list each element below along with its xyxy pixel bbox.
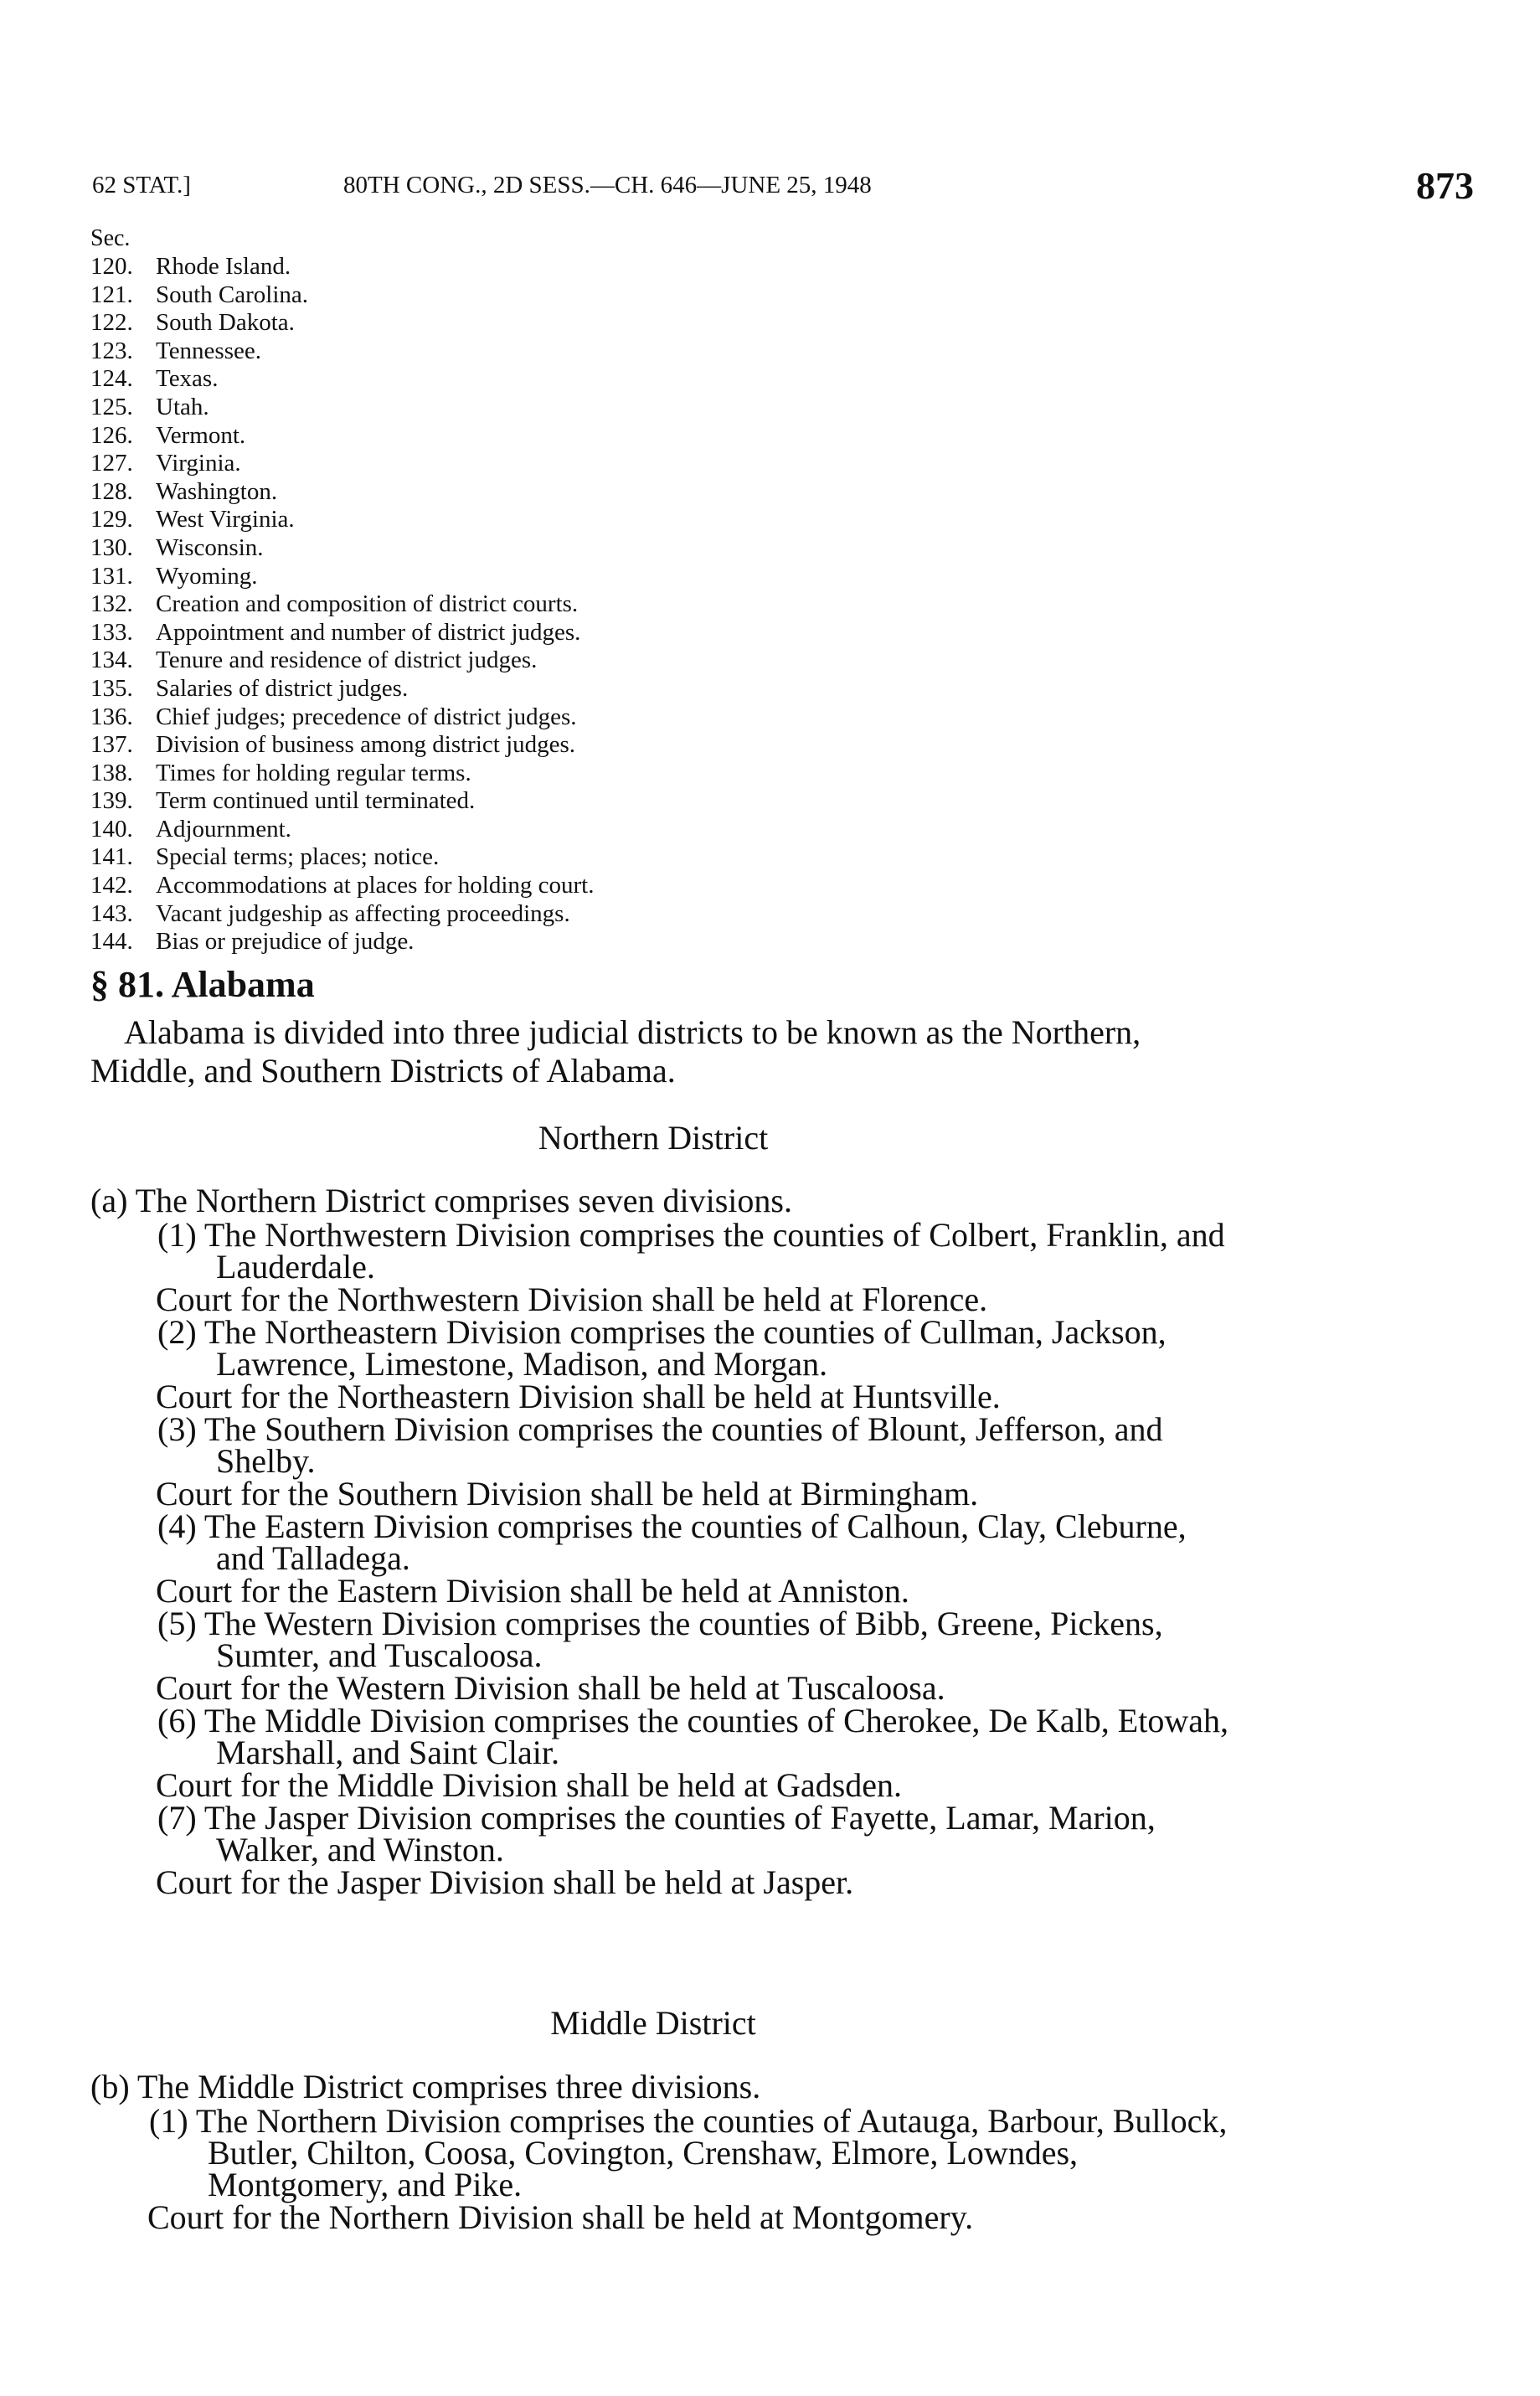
toc-item-number: 125. [90, 393, 133, 420]
toc-item [90, 843, 928, 872]
page-number: 873 [1416, 164, 1474, 207]
toc-item-title: Tenure and residence of district judges. [156, 647, 538, 674]
court-location-line: Court for the Northwestern Division shall be held at Florence. [156, 1280, 988, 1318]
toc-item-title: Vermont. [156, 421, 246, 449]
division-paragraph: (1) The Northern Division comprises the counties of Autauga, Barbour, Bullock, Butler, Chilton, Coosa, Covington, Crenshaw, Elmore, Lowndes, Montgomery, and Pike. [149, 2102, 1228, 2203]
toc-item-title: Term continued until terminated. [156, 787, 476, 815]
toc-item [90, 422, 928, 451]
division-paragraph: (4) The Eastern Division comprises the counties of Calhoun, Clay, Cleburne, and Talladega. [157, 1507, 1187, 1577]
toc-item-title: Texas. [156, 365, 219, 393]
toc-item-number: 142. [90, 872, 133, 899]
congress-session-line: 80TH CONG., 2D SESS.—CH. 646—JUNE 25, 1948 [343, 172, 872, 198]
toc-item [90, 563, 928, 591]
toc-item-number: 143. [90, 899, 133, 927]
toc-item-number: 141. [90, 843, 133, 871]
toc-item-number: 126. [90, 421, 133, 449]
toc-item-number: 131. [90, 562, 133, 590]
toc-item-title: Adjournment. [156, 815, 291, 842]
toc-heading: Sec. [90, 225, 131, 251]
statute-reference: 62 STAT.] [92, 172, 191, 198]
court-location-line: Court for the Northern Division shall be held at Montgomery. [147, 2198, 974, 2236]
toc-item-title: Salaries of district judges. [156, 674, 409, 702]
toc-item-title: Appointment and number of district judges. [156, 618, 581, 646]
court-location-line: Court for the Southern Division shall be held at Birmingham. [156, 1475, 979, 1512]
toc-item-number: 123. [90, 337, 133, 364]
northern-lead: (a) The Northern District comprises seven divisions. [90, 1182, 792, 1219]
toc-item-number: 128. [90, 477, 133, 505]
toc-item-title: Division of business among district judges. [156, 731, 576, 759]
toc-item-title: Wisconsin. [156, 533, 264, 561]
toc-item [90, 928, 928, 956]
division-paragraph: (7) The Jasper Division comprises the counties of Fayette, Lamar, Marion, Walker, and Winston. [157, 1799, 1156, 1868]
toc-item-title: Rhode Island. [156, 253, 291, 280]
toc-item [90, 900, 928, 929]
northern-district-text [90, 1183, 1229, 1899]
toc-item-number: 137. [90, 731, 133, 759]
toc-item [90, 731, 928, 760]
toc-item [90, 534, 928, 563]
toc-item-title: West Virginia. [156, 506, 295, 533]
toc-item-number: 130. [90, 533, 133, 561]
toc-item-number: 136. [90, 703, 133, 730]
toc-item [90, 619, 928, 647]
toc-item-title: Wyoming. [156, 562, 258, 590]
toc-item-title: Washington. [156, 477, 278, 505]
toc-item [90, 760, 928, 788]
section-intro [90, 1013, 1204, 1090]
toc-item-title: South Carolina. [156, 281, 309, 308]
toc-item-number: 122. [90, 309, 133, 337]
division-paragraph: (3) The Southern Division comprises the counties of Blount, Jefferson, and Shelby. [157, 1410, 1163, 1480]
toc-item-number: 127. [90, 450, 133, 477]
toc-item [90, 590, 928, 619]
toc-item-number: 120. [90, 253, 133, 280]
court-location-line: Court for the Jasper Division shall be held at Jasper. [156, 1863, 854, 1901]
toc-item-title: Virginia. [156, 450, 241, 477]
toc-item [90, 872, 928, 900]
toc-item-title: Tennessee. [156, 337, 261, 364]
toc-item [90, 787, 928, 816]
toc-item-title: Times for holding regular terms. [156, 759, 471, 786]
toc-item-number: 124. [90, 365, 133, 393]
toc-item-title: Creation and composition of district courts. [156, 590, 579, 618]
toc-item [90, 338, 928, 366]
toc-item-title: Accommodations at places for holding court. [156, 872, 595, 899]
toc-item [90, 506, 928, 534]
toc-item [90, 703, 928, 732]
toc-item-number: 140. [90, 815, 133, 842]
toc-item [90, 647, 928, 675]
toc-item-number: 144. [90, 928, 133, 956]
toc-item [90, 478, 928, 507]
northern-district-title: Northern District [538, 1119, 769, 1157]
toc-item-title: Vacant judgeship as affecting proceedings. [156, 899, 570, 927]
section-table-of-contents [90, 224, 928, 956]
toc-item-number: 121. [90, 281, 133, 308]
toc-item-title: Bias or prejudice of judge. [156, 928, 415, 956]
division-paragraph: (2) The Northeastern Division comprises the counties of Cullman, Jackson, Lawrence, Limestone, Madison, and Morgan. [157, 1313, 1167, 1383]
toc-item-number: 134. [90, 647, 133, 674]
toc-item [90, 394, 928, 422]
toc-item [90, 816, 928, 844]
toc-item-number: 132. [90, 590, 133, 618]
toc-item [90, 309, 928, 338]
court-location-line: Court for the Middle Division shall be held at Gadsden. [156, 1766, 902, 1804]
toc-item [90, 281, 928, 310]
division-paragraph: (6) The Middle Division comprises the counties of Cherokee, De Kalb, Etowah, Marshall, and Saint Clair. [157, 1702, 1228, 1771]
court-location-line: Court for the Western Division shall be held at Tuscaloosa. [156, 1669, 945, 1707]
toc-item-number: 139. [90, 787, 133, 815]
division-paragraph: (1) The Northwestern Division comprises the counties of Colbert, Franklin, and Lauderdale. [157, 1216, 1225, 1286]
toc-list [90, 253, 928, 956]
toc-item [90, 450, 928, 478]
toc-item-title: Utah. [156, 393, 209, 420]
toc-item-number: 135. [90, 674, 133, 702]
middle-lead: (b) The Middle District comprises three divisions. [90, 2068, 761, 2105]
toc-item-number: 129. [90, 506, 133, 533]
court-location-line: Court for the Northeastern Division shall be held at Huntsville. [156, 1378, 1001, 1415]
toc-item [90, 675, 928, 703]
toc-item [90, 253, 928, 281]
division-paragraph: (5) The Western Division comprises the counties of Bibb, Greene, Pickens, Sumter, and Tuscaloosa. [157, 1605, 1163, 1674]
toc-item-title: Chief judges; precedence of district judges. [156, 703, 577, 730]
middle-district-title: Middle District [550, 2004, 756, 2042]
toc-item [90, 365, 928, 394]
toc-item-number: 138. [90, 759, 133, 786]
section-heading: § 81. Alabama [90, 964, 315, 1005]
middle-district-text [90, 2069, 1229, 2234]
intro-paragraph: Alabama is divided into three judicial districts to be known as the Northern, Middle, and Southern Districts of Alabama. [90, 1013, 1141, 1090]
toc-item-number: 133. [90, 618, 133, 646]
page-header [92, 163, 1474, 214]
toc-item-title: South Dakota. [156, 309, 295, 337]
court-location-line: Court for the Eastern Division shall be held at Anniston. [156, 1572, 909, 1610]
toc-item-title: Special terms; places; notice. [156, 843, 440, 871]
